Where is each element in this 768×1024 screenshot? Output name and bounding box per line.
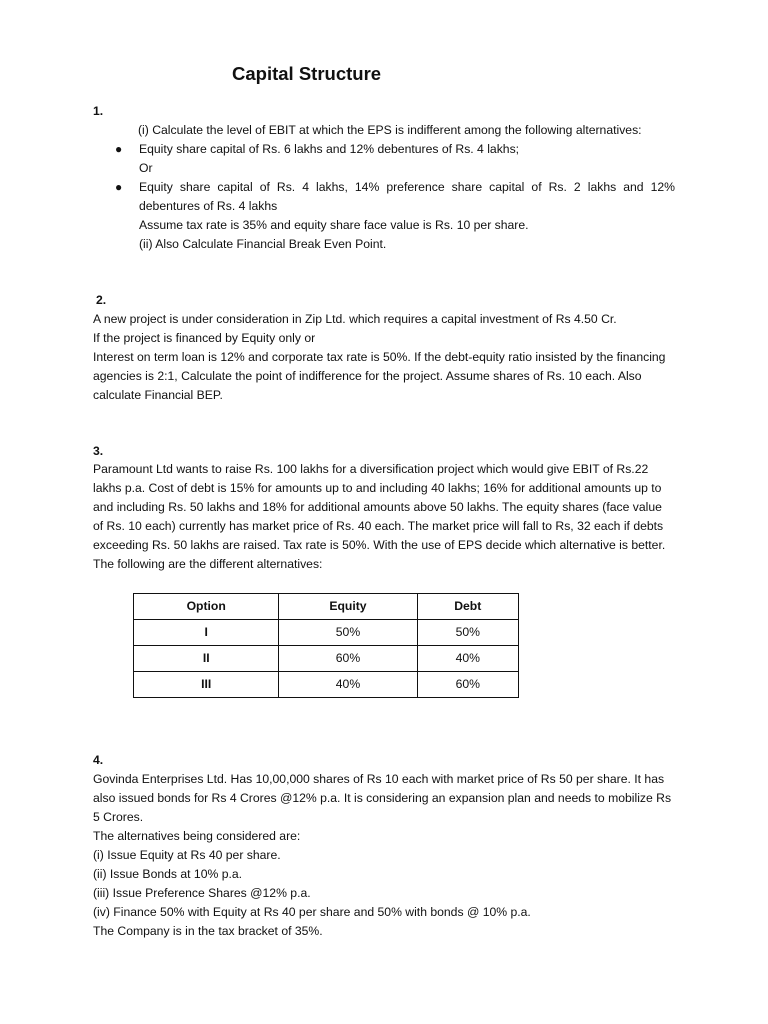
equity-cell: 40% <box>279 672 417 698</box>
q4-alternatives-intro: The alternatives being considered are: <box>93 829 301 843</box>
question-1 <box>93 121 675 254</box>
table-row <box>134 620 519 646</box>
debt-cell: 50% <box>417 620 518 646</box>
q1-assume: Assume tax rate is 35% and equity share face value is Rs. 10 per share. <box>139 218 529 232</box>
q3-text: Paramount Ltd wants to raise Rs. 100 lakhs for a diversification project which would give EBIT of Rs.22 lakhs p.a. Cost of debt is 15% for amounts up to and including 40 lakhs; 16% for additional amounts up to and including Rs. 50 lakhs and 18% for additional amounts above 50 lakhs. The equity shares (face value of Rs. 10 each) currently has market price of Rs. 40 each. The market price will fall to Rs, 32 each if debts exceeding Rs. 50 lakhs are raised. Tax rate is 50%. With the use of EPS decide which alternative is better. The following are the different alternatives: <box>93 462 666 571</box>
q1-alternatives-list-2 <box>93 178 675 216</box>
alternatives-table <box>133 593 519 698</box>
page-title: Capital Structure <box>232 63 382 84</box>
q1-or: Or <box>139 161 153 175</box>
question-4-number: 4. <box>93 753 104 767</box>
question-3 <box>93 460 675 574</box>
question-3-number: 3. <box>93 444 104 458</box>
question-2 <box>93 310 675 405</box>
q4-alternative-2: (ii) Issue Bonds at 10% p.a. <box>93 867 243 881</box>
bullet-icon: ● <box>115 180 123 194</box>
q2-line-2: If the project is financed by Equity only or <box>93 331 316 345</box>
equity-cell: 50% <box>279 620 417 646</box>
q4-alternative-4: (iv) Finance 50% with Equity at Rs 40 per share and 50% with bonds @ 10% p.a. <box>93 905 531 919</box>
q1-intro: (i) Calculate the level of EBIT at which the EPS is indifferent among the following alternatives: <box>138 123 642 137</box>
question-4 <box>93 770 675 941</box>
q1-part-2: (ii) Also Calculate Financial Break Even Point. <box>139 237 387 251</box>
table-row <box>134 646 519 672</box>
list-item <box>93 178 675 216</box>
list-item <box>93 140 675 159</box>
q1-bullet-1: Equity share capital of Rs. 6 lakhs and 12% debentures of Rs. 4 lakhs; <box>139 142 520 156</box>
column-header-option: Option <box>134 594 279 620</box>
bullet-icon: ● <box>115 142 123 156</box>
q2-line-1: A new project is under consideration in Zip Ltd. which requires a capital investment of Rs 4.50 Cr. <box>93 312 617 326</box>
q4-text: Govinda Enterprises Ltd. Has 10,00,000 shares of Rs 10 each with market price of Rs 50 per share. It has also issued bonds for Rs 4 Crores @12% p.a. It is considering an expansion plan and needs to mobilize Rs 5 Crores. <box>93 772 672 824</box>
table-row <box>134 672 519 698</box>
option-cell: III <box>134 672 279 698</box>
debt-cell: 60% <box>417 672 518 698</box>
table-header-row <box>134 594 519 620</box>
option-cell: II <box>134 646 279 672</box>
column-header-equity: Equity <box>279 594 417 620</box>
q2-line-3: Interest on term loan is 12% and corporate tax rate is 50%. If the debt-equity ratio insisted by the financing agencies is 2:1, Calculate the point of indifference for the project. Assume shares of Rs. 10 each. Also calculate Financial BEP. <box>93 350 666 402</box>
q4-alternative-3: (iii) Issue Preference Shares @12% p.a. <box>93 886 311 900</box>
question-2-number: 2. <box>96 293 107 307</box>
q1-alternatives-list <box>93 140 675 159</box>
equity-cell: 60% <box>279 646 417 672</box>
q4-tax: The Company is in the tax bracket of 35%. <box>93 924 323 938</box>
debt-cell: 40% <box>417 646 518 672</box>
column-header-debt: Debt <box>417 594 518 620</box>
q4-alternative-1: (i) Issue Equity at Rs 40 per share. <box>93 848 281 862</box>
option-cell: I <box>134 620 279 646</box>
question-1-number: 1. <box>93 104 104 118</box>
q1-bullet-2: Equity share capital of Rs. 4 lakhs, 14% preference share capital of Rs. 2 lakhs and 12% debentures of Rs. 4 lakhs <box>139 180 675 213</box>
